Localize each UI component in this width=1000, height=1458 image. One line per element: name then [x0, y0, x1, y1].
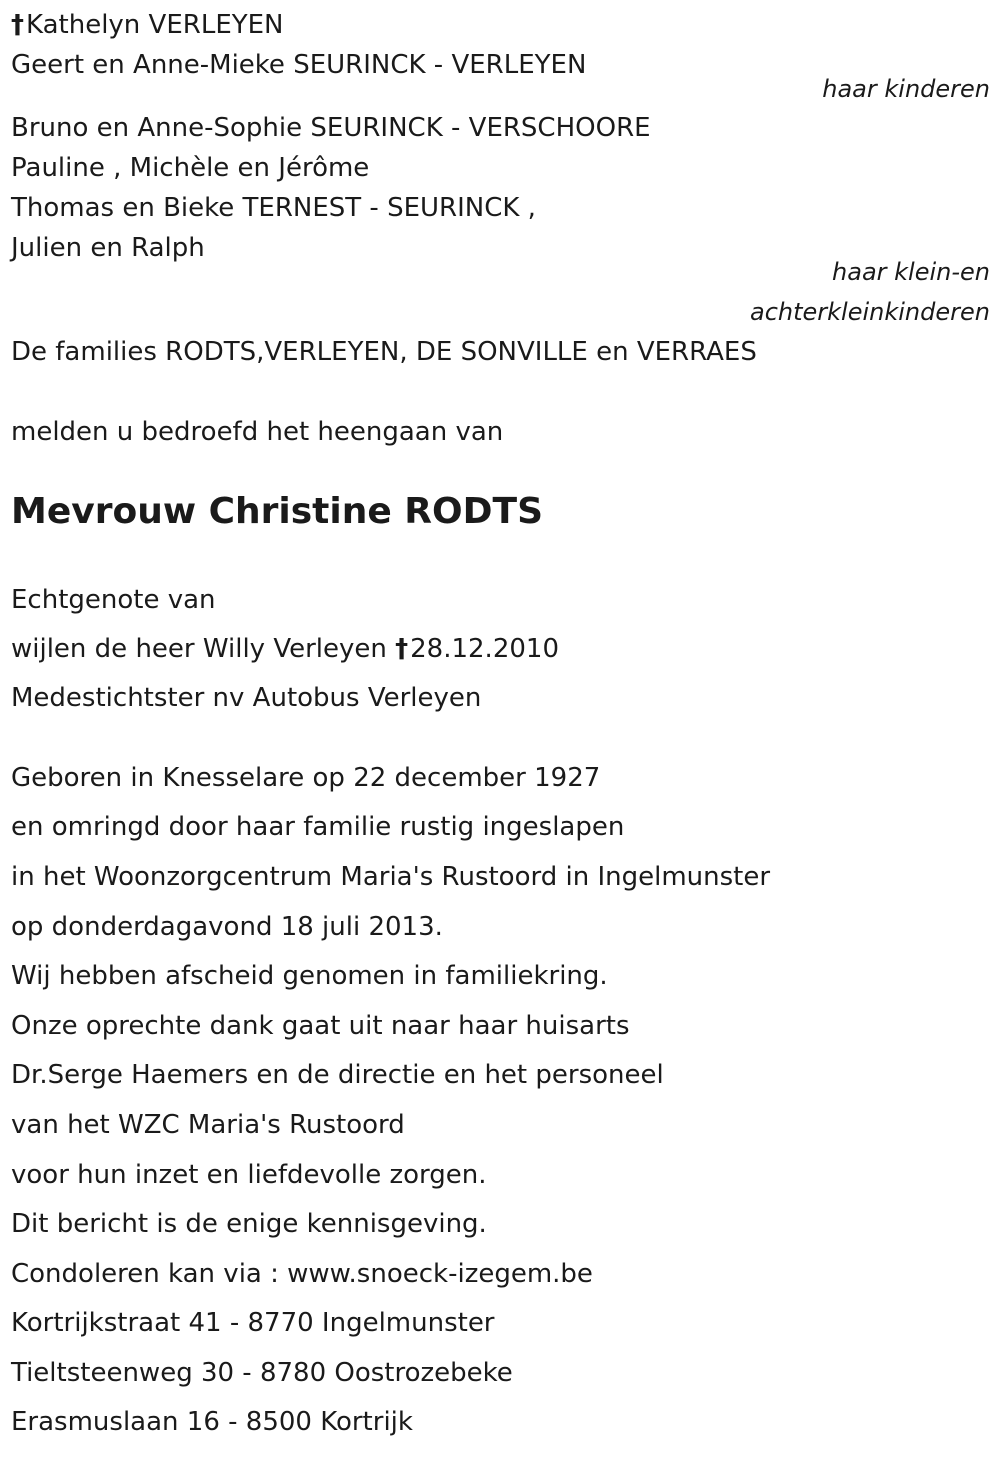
detail-line: Dit bericht is de enige kennisgeving.	[11, 1209, 487, 1239]
detail-line: Dr.Serge Haemers en de directie en het personeel	[11, 1060, 664, 1090]
detail-line: Wij hebben afscheid genomen in familiekring.	[11, 961, 608, 991]
address-line: Kortrijkstraat 41 - 8770 Ingelmunster	[11, 1308, 495, 1338]
cross-icon: †	[395, 634, 409, 664]
child-name: Kathelyn VERLEYEN	[26, 10, 284, 40]
detail-line: Onze oprechte dank gaat uit naar haar huisarts	[11, 1011, 630, 1041]
detail-line: van het WZC Maria's Rustoord	[11, 1110, 405, 1140]
detail-line: voor hun inzet en liefdevolle zorgen.	[11, 1160, 487, 1190]
grandchild-line-4: Julien en Ralph	[11, 233, 205, 263]
detail-line: op donderdagavond 18 juli 2013.	[11, 912, 443, 942]
cross-icon: †	[11, 10, 24, 40]
families-line: De families RODTS,VERLEYEN, DE SONVILLE en VERRAES	[11, 337, 757, 367]
grandchild-line-1: Bruno en Anne-Sophie SEURINCK - VERSCHOORE	[11, 113, 651, 143]
announcement-text: melden u bedroefd het heengaan van	[11, 417, 504, 447]
spouse-line	[11, 632, 559, 666]
detail-line: in het Woonzorgcentrum Maria's Rustoord in Ingelmunster	[11, 862, 771, 892]
grandchild-line-2: Pauline , Michèle en Jérôme	[11, 153, 370, 183]
detail-line: en omringd door haar familie rustig ingeslapen	[11, 812, 625, 842]
deceased-name: Mevrouw Christine RODTS	[11, 491, 544, 532]
spouse-name: wijlen de heer Willy Verleyen	[11, 634, 387, 664]
condolence-line: Condoleren kan via : www.snoeck-izegem.be	[11, 1259, 593, 1289]
grandchildren-role-label-2: achterkleinkinderen	[750, 298, 990, 326]
children-role-label: haar kinderen	[822, 75, 990, 103]
spouse-death-date: 28.12.2010	[410, 634, 559, 664]
spouse-intro: Echtgenote van	[11, 585, 216, 615]
address-line: Erasmuslaan 16 - 8500 Kortrijk	[11, 1407, 413, 1437]
detail-line: Geboren in Knesselare op 22 december 1927	[11, 763, 601, 793]
grandchild-line-3: Thomas en Bieke TERNEST - SEURINCK ,	[11, 193, 536, 223]
grandchildren-role-label-1: haar klein-en	[832, 258, 990, 286]
address-line: Tieltsteenweg 30 - 8780 Oostrozebeke	[11, 1358, 513, 1388]
child-line-2: Geert en Anne-Mieke SEURINCK - VERLEYEN	[11, 50, 587, 80]
child-line-1	[11, 8, 284, 42]
deceased-role: Medestichtster nv Autobus Verleyen	[11, 683, 482, 713]
